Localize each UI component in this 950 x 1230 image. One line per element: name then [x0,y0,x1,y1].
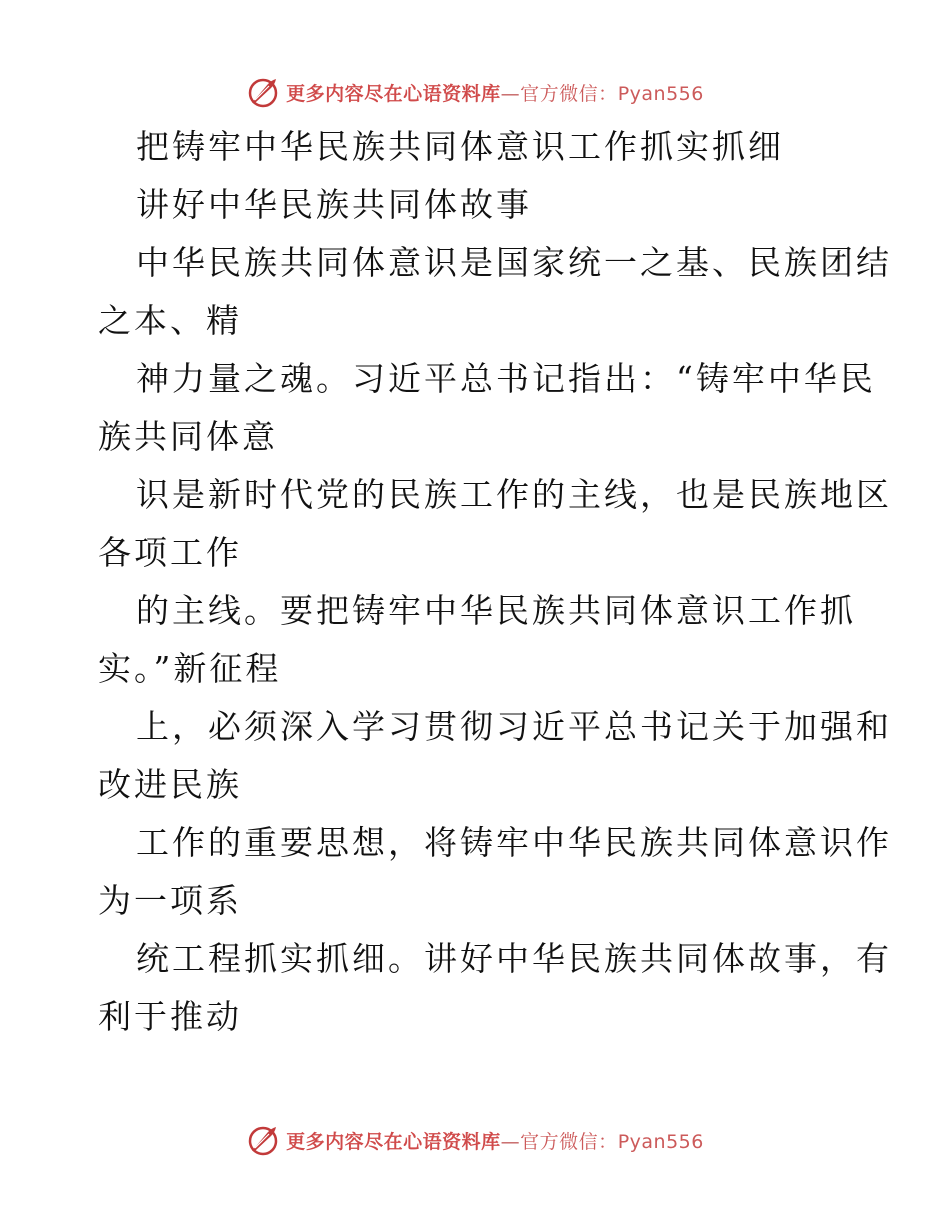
paragraph-line: 神力量之魂。习近平总书记指出：“铸牢中华民 [136,359,876,398]
paragraph-line: 统工程抓实抓细。讲好中华民族共同体故事，有 [136,939,892,978]
banner-wechat-label: 官方微信： [520,82,618,105]
banner-separator: — [500,1130,521,1153]
paragraph-line: 利于推动 [98,997,242,1036]
paragraph-line: 的主线。要把铸牢中华民族共同体意识工作抓 [136,591,856,630]
paragraph-line: 改进民族 [98,765,242,804]
paragraph-line: 识是新时代党的民族工作的主线，也是民族地区 [136,475,892,514]
footer-watermark-banner [0,1120,950,1160]
banner-main-text: 更多内容尽在心语资料库 [286,1130,501,1153]
paragraph-line: 各项工作 [98,533,242,572]
paragraph-line: 族共同体意 [98,417,278,456]
banner-wechat-label: 官方微信： [520,1130,618,1153]
paragraph-line: 为一项系 [98,881,242,920]
header-watermark-banner [0,72,950,112]
document-subtitle: 讲好中华民族共同体故事 [136,185,532,224]
banner-wechat-id: Pyan556 [617,82,704,105]
paragraph-line: 之本、精 [98,301,242,340]
banner-wechat-id: Pyan556 [617,1130,704,1153]
document-title: 把铸牢中华民族共同体意识工作抓实抓细 [136,127,784,166]
paragraph-line: 实。”新征程 [98,649,282,688]
quill-pen-logo-icon [246,1123,280,1157]
document-body [98,118,892,1046]
banner-text [286,79,704,106]
quill-pen-logo-icon [246,75,280,109]
paragraph-line: 中华民族共同体意识是国家统一之基、民族团结 [136,243,892,282]
banner-main-text: 更多内容尽在心语资料库 [286,82,501,105]
paragraph-line: 工作的重要思想，将铸牢中华民族共同体意识作 [136,823,892,862]
banner-separator: — [500,82,521,105]
banner-text [286,1127,704,1154]
paragraph-line: 上，必须深入学习贯彻习近平总书记关于加强和 [136,707,892,746]
